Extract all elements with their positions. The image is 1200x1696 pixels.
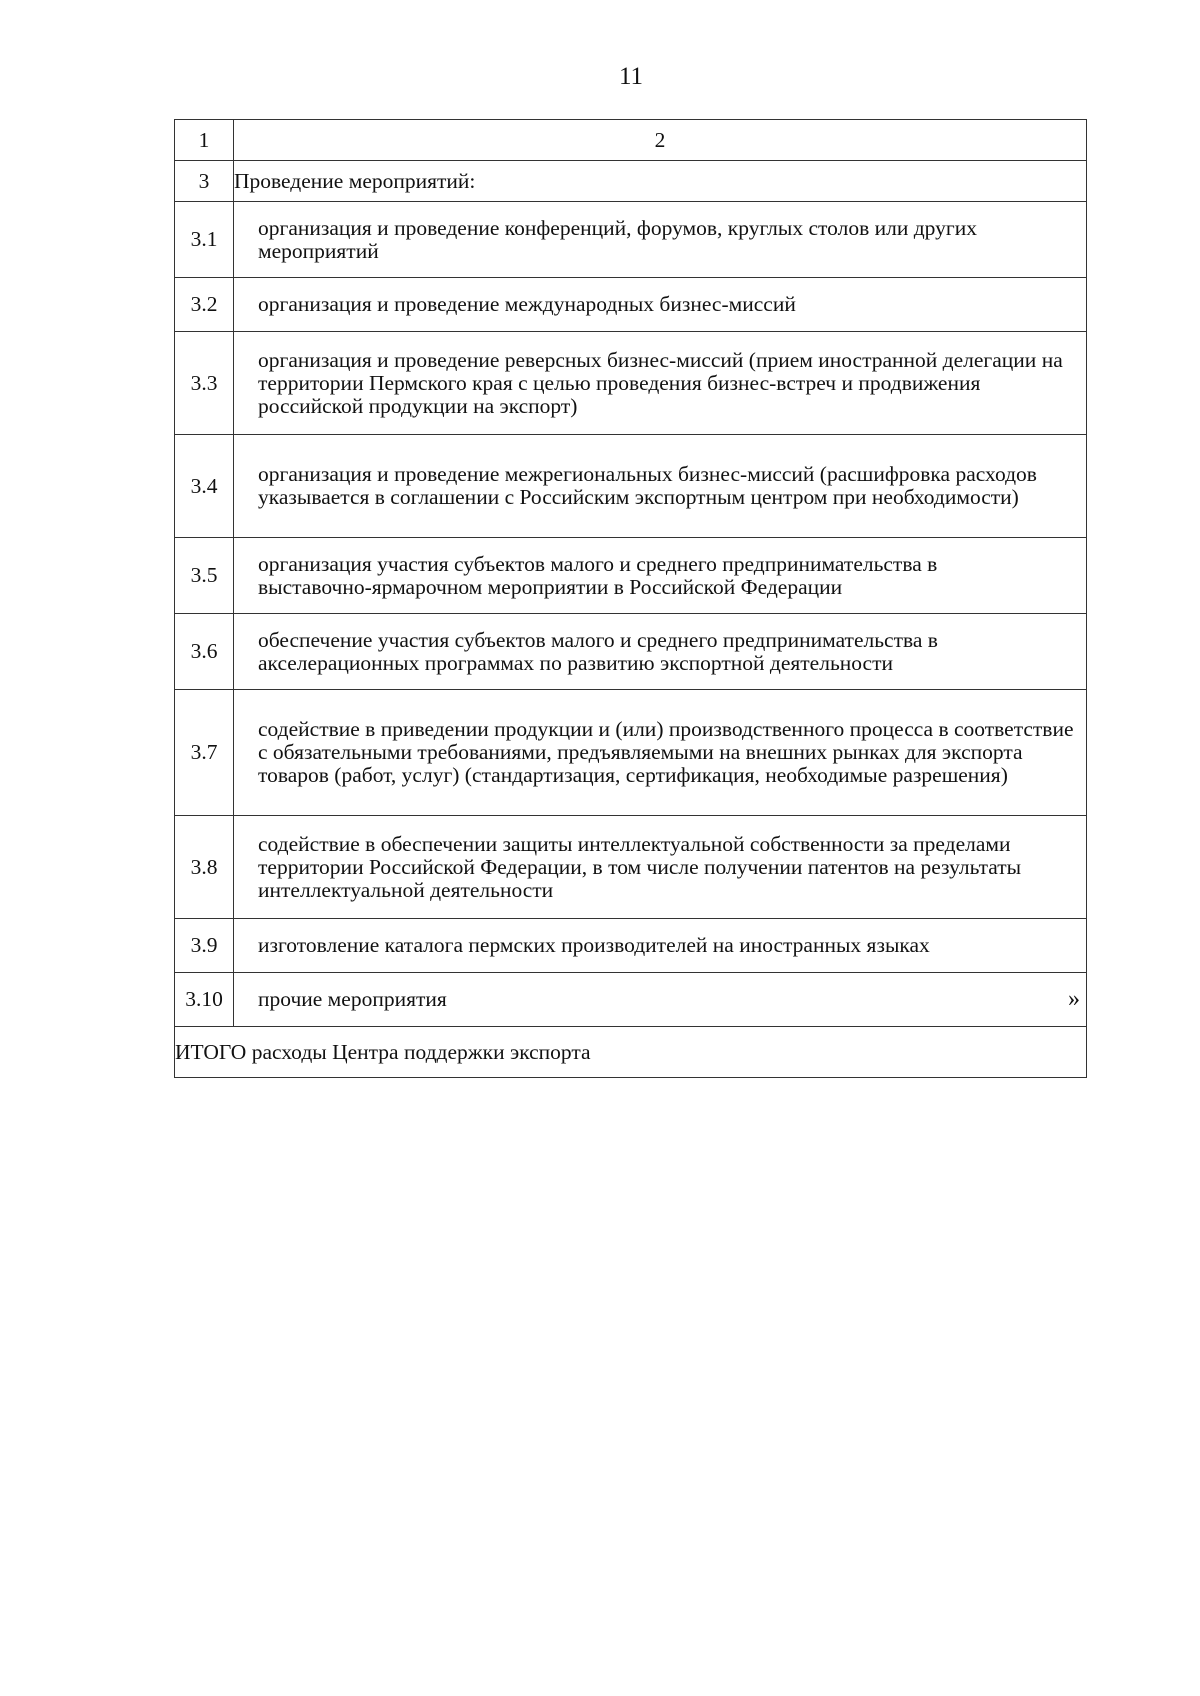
row-number: 3.10 — [175, 973, 234, 1027]
total-label: ИТОГО расходы Центра поддержки экспорта — [175, 1027, 1087, 1078]
row-text-cell — [234, 538, 1087, 614]
closing-quote: » — [1068, 986, 1080, 1012]
table-header-row — [175, 120, 1087, 161]
total-row — [175, 1027, 1087, 1078]
page-number: 11 — [618, 63, 644, 90]
header-col-1: 1 — [175, 120, 234, 161]
table-row — [175, 614, 1087, 690]
row-number: 3.6 — [175, 614, 234, 690]
row-number: 3.5 — [175, 538, 234, 614]
row-text: организация и проведение конференций, форумов, круглых столов или других мероприятий — [258, 215, 977, 263]
row-text-cell — [234, 202, 1087, 278]
row-text: содействие в приведении продукции и (или) производственного процесса в соответствие с обязательными требованиями, предъявляемыми на внешних рынках для экспорта товаров (работ, услуг) (стандартизация, сертификация, необходимые разрешения) — [258, 717, 1074, 787]
row-text: организация участия субъектов малого и среднего предпринимательства в выставочно-ярмарочном мероприятии в Российской Федерации — [258, 551, 938, 599]
section-title: Проведение мероприятий: — [234, 161, 1087, 202]
row-text: прочие мероприятия — [258, 987, 447, 1011]
table-row — [175, 435, 1087, 538]
table-row — [175, 919, 1087, 973]
row-text-cell — [234, 973, 1087, 1027]
section-number: 3 — [175, 161, 234, 202]
header-col-2: 2 — [234, 120, 1087, 161]
section-row — [175, 161, 1087, 202]
table-row — [175, 816, 1087, 919]
table-row — [175, 202, 1087, 278]
row-text: содействие в обеспечении защиты интеллектуальной собственности за пределами территории Российской Федерации, в том числе получении патентов на результаты интеллектуальной деятельности — [258, 831, 1022, 902]
row-text: организация и проведение международных бизнес-миссий — [258, 292, 796, 316]
row-text-cell — [234, 278, 1087, 332]
row-number: 3.8 — [175, 816, 234, 919]
row-number: 3.3 — [175, 332, 234, 435]
row-text-cell — [234, 816, 1087, 919]
row-number: 3.4 — [175, 435, 234, 538]
row-text-cell — [234, 690, 1087, 816]
table-row — [175, 332, 1087, 435]
row-text: изготовление каталога пермских производителей на иностранных языках — [258, 933, 930, 957]
row-text: обеспечение участия субъектов малого и среднего предпринимательства в акселерационных программах по развитию экспортной деятельности — [258, 627, 938, 675]
expense-table — [174, 119, 1087, 1078]
row-number: 3.9 — [175, 919, 234, 973]
row-text: организация и проведение реверсных бизнес-миссий (прием иностранной делегации на территории Пермского края с целью проведения бизнес-встреч и продвижения российской продукции на экспорт) — [258, 347, 1063, 418]
row-number: 3.1 — [175, 202, 234, 278]
table-row — [175, 690, 1087, 816]
row-text-cell — [234, 614, 1087, 690]
row-number: 3.2 — [175, 278, 234, 332]
table-row — [175, 278, 1087, 332]
row-text-cell — [234, 435, 1087, 538]
row-number: 3.7 — [175, 690, 234, 816]
table-row — [175, 973, 1087, 1027]
table-row — [175, 538, 1087, 614]
row-text-cell — [234, 919, 1087, 973]
row-text-cell — [234, 332, 1087, 435]
row-text: организация и проведение межрегиональных бизнес-миссий (расшифровка расходов указывается в соглашении с Российским экспортным центром при необходимости) — [258, 462, 1037, 509]
